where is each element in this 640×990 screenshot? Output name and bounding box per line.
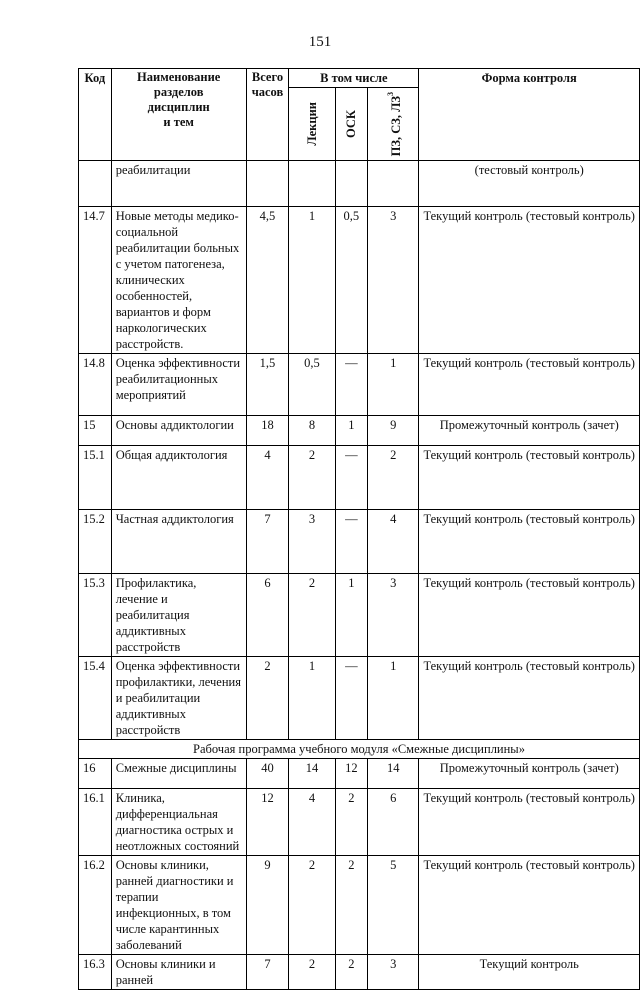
row-total: 18 [246, 416, 289, 446]
row-control-form: Промежуточный контроль (зачет) [419, 759, 640, 789]
row-pz: 5 [368, 856, 419, 955]
table-row [79, 354, 640, 416]
row-code: 15.4 [79, 657, 112, 740]
header-pz-sup: 3 [385, 91, 395, 96]
row-pz: 3 [368, 955, 419, 990]
module-title: Рабочая программа учебного модуля «Смежные дисциплины» [79, 740, 640, 759]
row-pz: 1 [368, 354, 419, 416]
row-total: 40 [246, 759, 289, 789]
table-row [79, 955, 640, 990]
row-pz: 4 [368, 510, 419, 574]
row-pz: 1 [368, 657, 419, 740]
row-control-form: Текущий контроль (тестовый контроль) [419, 354, 640, 416]
row-lectures: 0,5 [289, 354, 335, 416]
row-name: Новые методы медико-социальной реабилитации больных с учетом патогенеза, клинических особенностей, вариантов и форм наркологических расстройств. [111, 207, 246, 354]
row-total: 2 [246, 657, 289, 740]
row-name: Оценка эффективности реабилитационных мероприятий [111, 354, 246, 416]
header-including: В том числе [289, 69, 419, 88]
row-total: 9 [246, 856, 289, 955]
header-lectures-label: Лекции [304, 102, 319, 146]
row-osk: — [335, 510, 367, 574]
row-code: 15.3 [79, 574, 112, 657]
row-lectures: 8 [289, 416, 335, 446]
row-lectures: 2 [289, 955, 335, 990]
curriculum-table [78, 68, 640, 990]
header-name-line3: и тем [163, 115, 194, 129]
row-control-form: Текущий контроль (тестовый контроль) [419, 207, 640, 354]
header-name-line1: Наименование разделов [137, 70, 221, 99]
row-total: 7 [246, 510, 289, 574]
row-pz: 14 [368, 759, 419, 789]
row-lectures: 2 [289, 574, 335, 657]
header-pz-text: ПЗ, СЗ, ЛЗ [388, 95, 403, 157]
row-osk: 2 [335, 789, 367, 856]
row-control-form: Текущий контроль [419, 955, 640, 990]
header-pz [368, 88, 419, 161]
header-code: Код [79, 69, 112, 161]
row-osk: 2 [335, 856, 367, 955]
row-lectures [289, 161, 335, 207]
row-code [79, 161, 112, 207]
row-control-form: (тестовый контроль) [419, 161, 640, 207]
row-pz: 9 [368, 416, 419, 446]
header-lectures [289, 88, 335, 161]
row-code: 14.8 [79, 354, 112, 416]
row-control-form: Текущий контроль (тестовый контроль) [419, 657, 640, 740]
row-code: 16.1 [79, 789, 112, 856]
row-name: Смежные дисциплины [111, 759, 246, 789]
header-total-line1: Всего [251, 70, 284, 84]
table-row [79, 574, 640, 657]
row-osk: 1 [335, 416, 367, 446]
header-osk [335, 88, 367, 161]
table-row [79, 207, 640, 354]
row-total: 4 [246, 446, 289, 510]
row-pz [368, 161, 419, 207]
row-osk: 2 [335, 955, 367, 990]
row-control-form: Текущий контроль (тестовый контроль) [419, 789, 640, 856]
row-osk: — [335, 446, 367, 510]
row-code: 15.1 [79, 446, 112, 510]
table-row [79, 759, 640, 789]
row-osk: 1 [335, 574, 367, 657]
row-total: 12 [246, 789, 289, 856]
table-row [79, 510, 640, 574]
row-control-form: Текущий контроль (тестовый контроль) [419, 510, 640, 574]
header-total-line2: часов [251, 85, 284, 99]
table-row [79, 657, 640, 740]
row-code: 14.7 [79, 207, 112, 354]
row-total: 1,5 [246, 354, 289, 416]
row-code: 15.2 [79, 510, 112, 574]
row-total [246, 161, 289, 207]
row-total: 4,5 [246, 207, 289, 354]
header-name [111, 69, 246, 161]
table-row [79, 416, 640, 446]
row-osk: — [335, 657, 367, 740]
table-row [79, 161, 640, 207]
row-osk: — [335, 354, 367, 416]
header-osk-label: ОСК [344, 110, 359, 138]
row-code: 16.2 [79, 856, 112, 955]
module-title-row [79, 740, 640, 759]
row-code: 15 [79, 416, 112, 446]
row-lectures: 3 [289, 510, 335, 574]
row-pz: 6 [368, 789, 419, 856]
row-pz: 2 [368, 446, 419, 510]
row-pz: 3 [368, 207, 419, 354]
row-control-form: Текущий контроль (тестовый контроль) [419, 446, 640, 510]
row-name: Профилактика, лечение и реабилитация аддиктивных расстройств [111, 574, 246, 657]
row-code: 16.3 [79, 955, 112, 990]
row-name: Основы клиники, ранней диагностики и терапии инфекционных, в том числе карантинных заболеваний [111, 856, 246, 955]
row-name: реабилитации [111, 161, 246, 207]
row-total: 7 [246, 955, 289, 990]
row-control-form: Текущий контроль (тестовый контроль) [419, 574, 640, 657]
row-osk: 0,5 [335, 207, 367, 354]
row-lectures: 14 [289, 759, 335, 789]
header-control-form: Форма контроля [419, 69, 640, 161]
row-lectures: 4 [289, 789, 335, 856]
row-total: 6 [246, 574, 289, 657]
row-osk: 12 [335, 759, 367, 789]
table-row [79, 446, 640, 510]
table-row [79, 856, 640, 955]
row-lectures: 2 [289, 446, 335, 510]
row-name: Оценка эффективности профилактики, лечения и реабилитации аддиктивных расстройств [111, 657, 246, 740]
row-code: 16 [79, 759, 112, 789]
row-lectures: 1 [289, 207, 335, 354]
row-name: Клиника, дифференциальная диагностика острых и неотложных состояний [111, 789, 246, 856]
row-name: Основы клиники и ранней [111, 955, 246, 990]
row-control-form: Промежуточный контроль (зачет) [419, 416, 640, 446]
row-osk [335, 161, 367, 207]
row-name: Общая аддиктология [111, 446, 246, 510]
row-lectures: 2 [289, 856, 335, 955]
page-number: 151 [308, 34, 332, 50]
row-pz: 3 [368, 574, 419, 657]
row-name: Основы аддиктологии [111, 416, 246, 446]
header-total [246, 69, 289, 161]
table-row [79, 789, 640, 856]
row-control-form: Текущий контроль (тестовый контроль) [419, 856, 640, 955]
header-name-line2: дисциплин [147, 100, 210, 114]
header-pz-label [384, 92, 403, 156]
row-name: Частная аддиктология [111, 510, 246, 574]
row-lectures: 1 [289, 657, 335, 740]
